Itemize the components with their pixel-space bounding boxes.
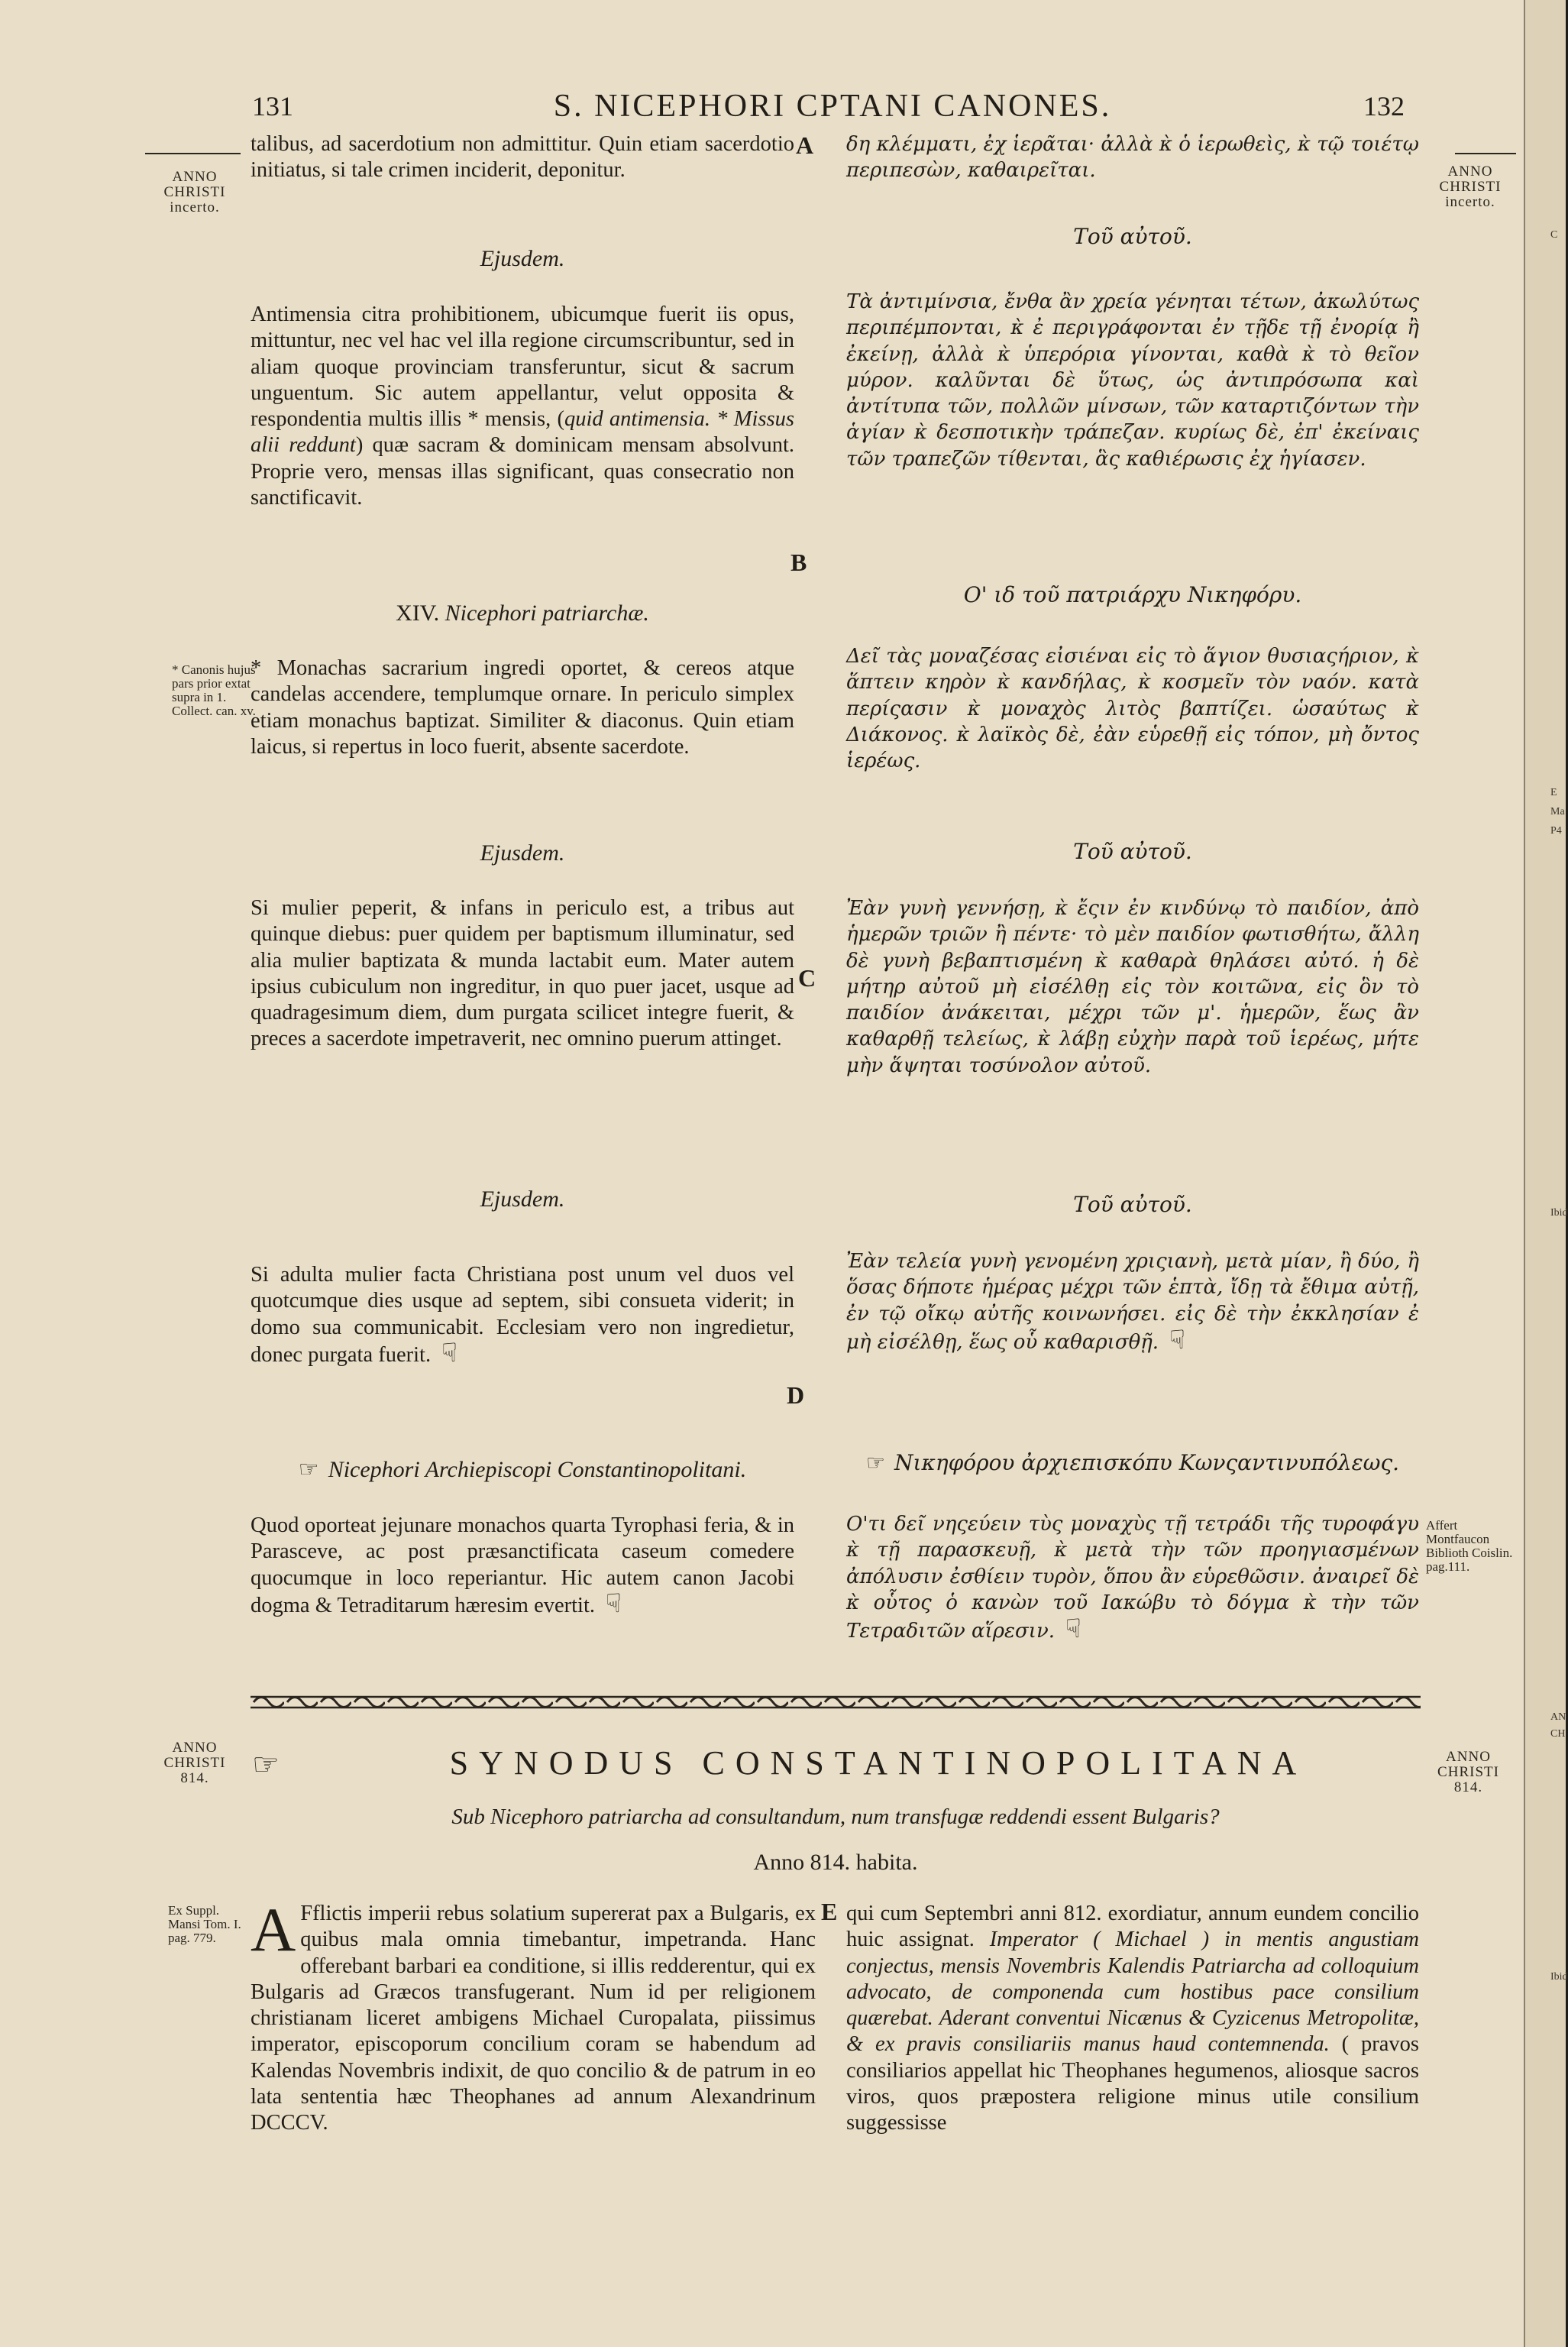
greek-gyne-gennese-paragraph: Ἐὰν γυνὴ γεννήσῃ, κ̀ ἔςιν ἐν κινδύνῳ τὸ παιδίον, ἀπὸ ἡμερῶν τριῶν ἢ πέντε· τὸ μὲν παιδίον φωτισθήτω, ἄλλη δὲ γυνὴ βεβαπτισμένη κ̀ καθαρὰ θηλάσει αὐτό. ἡ δὲ μήτηρ αὐτοῦ μὴ εἰσέλθῃ εἰς τὸν κοιτῶνα, εἰς ὃν τὸ παιδίον ἀνάκειται, μέχρι τῶν μ'. ἡμερῶν, ἕως ἂν καθαρθῇ τελείως, κ̀ λάβῃ εὐχὴν παρὰ τοῦ ἱερέως, μήτε μὴν ἅψηται τοσύνολον αὐτοῦ. [846, 897, 1419, 1077]
synod-right-column [846, 1901, 1419, 2137]
synod-right-italic: Imperator ( Michael ) in mentis angustiam conjectus, mensis Novembris Kalendis Patriarcha ad colloquium advocato, de componenda cum hostibus pace consilium quærebat. Aderant conventui Nicænus & Cyzicenus Metropolitæ, & ex pravis consiliariis manus haud contemnenda. [846, 1928, 1419, 2057]
synod-right-text-2: ( pravos consiliarios appellat hic Theophanes hegumenos, aliosque sacros viros, quos præpostera religione minus utile consilium suggessisse [846, 2032, 1419, 2135]
edge-fragment: P4 [1550, 825, 1562, 837]
latin-p4-text: Si adulta mulier facta Christiana post unum vel duos vel quotcumque dies usque ad septem, sibi consueta viderit; in domo sua communicabit. Ecclesiam vero non ingredietur, donec purgata fuerit. [251, 1263, 794, 1367]
section-letter-b: B [790, 549, 807, 576]
edge-fragment: Ibid [1550, 1971, 1568, 1983]
greek-h5-text: Νικηφόρου ἀρχιεπισκόπυ Κωνςαντινυπόλεως. [894, 1450, 1400, 1475]
edge-fragment: Ma [1550, 806, 1565, 817]
pointing-hand-icon: ☟ [606, 1589, 622, 1618]
edge-fragment: C [1550, 229, 1558, 241]
latin-mulier-peperit-paragraph: Si mulier peperit, & infans in periculo est, a tribus aut quinque diebus: puer quidem per baptismum illuminatur, sed alia mulier baptizata & munda lactabit eum. Mater autem ipsius cubiculum non ingreditur, in quo puer jacet, usque ad quadragesimum diem, dum purgata scilicet integre fuerit, & preces a sacerdote impetraverit, nec omnino puerum attinget. [251, 896, 794, 1051]
canon-author: Nicephori patriarchæ. [445, 601, 649, 626]
latin-adulta-mulier-paragraph [251, 1262, 794, 1368]
section-letter-e: E [821, 1898, 838, 1925]
page-number-right: 132 [1363, 91, 1405, 121]
greek-intro: δη κλέμματι, ἐχ ἱερᾶται· ἀλλὰ κ̀ ὁ ἱερωθεὶς, κ̀ τῷ τοιέτῳ περιπεσὼν, καθαιρεῖται. [846, 133, 1419, 183]
greek-antimensia-paragraph: Τὰ ἀντιμίνσια, ἔνθα ἂν χρεία γένηται τέτων, ἀκωλύτως περιπέμπονται, κ̀ ἐ περιγράφονται ἐν τῇδε τῇ ἐνορίᾳ ἢ ἐκείνῃ, ἀλλὰ κ̀ ὑπερόρια γίνονται, καθὰ κ̀ τὸ θεῖον μύρον. καλῦνται δὲ ὕτως, ὡς ἀντιπρόσωπα καὶ ἀντίτυπα τῶν, πολλῶν μίνσων, τῶν καταρτιζόντων τὴν ἁγίαν κ̀ δεσποτικὴν τράπεζαν. κυρίως δὲ, ἐπ' ἐκείναις τῶν τραπεζῶν τίθενται, ἃς καθιέρωσις ἐχ ἡγίασεν. [846, 290, 1419, 471]
page-number-left: 131 [252, 91, 293, 121]
latin-heading-nicephori-archiepiscopi [251, 1456, 794, 1483]
pointing-hand-icon: ☟ [1169, 1324, 1185, 1355]
canon-number: XIV. [396, 601, 440, 626]
greek-p4-text: Ἐὰν τελεία γυνὴ γενομένη χριςιανὴ, μετὰ μίαν, ἢ δύο, ἢ ὅσας δήποτε ἡμέρας μέχρι τῶν ἑπτὰ, ἴδῃ τὰ ἔθιμα αὐτῇ, ἐν τῷ οἴκῳ αὐτῆς κοινωνήσει. εἰς δὲ τὴν ἐκκλησίαν ἐ μὴ εἰσέλθῃ, ἕως οὗ καθαρισθῇ. [846, 1250, 1419, 1354]
latin-heading-ejusdem-1: Ejusdem. [480, 246, 565, 271]
synod-subtitle: Sub Nicephoro patriarcha ad consultandum, num transfugæ reddendi essent Bulgaris? [451, 1805, 1220, 1829]
latin-p5-text: Quod oporteat jejunare monachos quarta Tyrophasi feria, & in Parasceve, ac post præsanctificata caseum comedere quocumque in loco reperiantur. Hic autem canon Jacobi dogma & Tetraditarum hæresim evertit. [251, 1513, 794, 1617]
anno-christi-right-top: ANNO CHRISTI incerto. [1439, 163, 1502, 210]
canon-margin-note: * Canonis hujus pars prior extat supra in 1. Collect. can. xv. [172, 662, 256, 718]
ornamental-divider [251, 1691, 1421, 1714]
anno-christi-right-synod: ANNO CHRISTI 814. [1437, 1749, 1499, 1795]
synod-year: Anno 814. habita. [753, 1850, 918, 1875]
anno-christi-left-top: ANNO CHRISTI incerto. [163, 169, 226, 215]
latin-antimensia-paragraph [251, 302, 794, 511]
running-title: S. NICEPHORI CPTANI CANONES. [553, 89, 1112, 124]
synod-right-text-1: qui cum Septembri anni 812. exordiatur, annum eundem concilio huic assignat. [846, 1902, 1419, 1952]
ex-suppl-margin-note: Ex Suppl. Mansi Tom. I. pag. 779. [168, 1903, 241, 1945]
latin-heading-ejusdem-2: Ejusdem. [480, 840, 565, 866]
section-letter-a: A [796, 131, 814, 159]
latin-p1-end: ) quæ sacram & dominicam mensam absolvunt. Proprie vero, mensas illas significant, quas consecratio non sanctificavit. [251, 433, 794, 510]
montfaucon-margin-note: Affert Montfaucon Biblioth Coislin. pag.111. [1426, 1518, 1513, 1574]
anno-christi-left-synod: ANNO CHRISTI 814. [163, 1740, 226, 1786]
right-margin-rule [1455, 153, 1516, 154]
pointing-hand-icon: ☟ [441, 1339, 457, 1368]
section-letter-d: D [787, 1381, 805, 1409]
facing-page-edge [1524, 0, 1566, 2347]
greek-heading-tou-autou-1: Τοῦ αὐτοῦ. [1073, 224, 1192, 249]
greek-heading-archiepiskopou [846, 1450, 1419, 1475]
manicule-icon: ☞ [298, 1457, 319, 1482]
drop-cap: A [251, 1895, 296, 1964]
edge-fragment: CH [1550, 1728, 1566, 1740]
greek-teleia-gyne-paragraph [846, 1248, 1419, 1355]
manicule-icon: ☞ [865, 1450, 886, 1475]
edge-fragment: AN [1550, 1711, 1566, 1723]
latin-h5-text: Nicephori Archiepiscopi Constantinopolitani. [328, 1457, 747, 1482]
latin-heading-xiv [251, 601, 794, 626]
synod-left-column [251, 1895, 816, 2137]
left-margin-rule [145, 153, 241, 154]
greek-heading-tou-autou-2: Τοῦ αὐτοῦ. [1073, 839, 1192, 864]
greek-p5-text: Ο'τι δεῖ νηςεύειν τὺς μοναχὺς τῇ τετράδι τῆς τυροφάγυ κ̀ τῇ παρασκευῇ, κ̀ μετὰ τὴν τῶν προηγιασμένων ἀπόλυσιν ἐσθίειν τυρὸν, ὅπου ἂν εὑρεθῶσιν. ἀναιρεῖ δὲ κ̀ οὗτος ὁ κανὼν τοῦ Ιακώβυ τὸ δόγμα κ̀ τὴν τῶν Τετραδιτῶν αἵρεσιν. [846, 1513, 1419, 1643]
edge-fragment: E [1550, 787, 1557, 798]
synod-left-text: Fflictis imperii rebus solatium supererat pax a Bulgaris, ex quibus mala omnia timebantur, impetranda. Hanc offerebant barbari ea conditione, si illis redderentur, qui ex Bulgaris ad Græcos transfugerant. Num id per religionem christianam liceret ambigens Michael Curopalata, piissimus imperator, episcoporum concilium coram se habendum ad Kalendas Novembris indixit, de quo concilio & de patrum in eo lata sententia hæc Theophanes ad annum Alexandrinum DCCCV. [251, 1902, 816, 2135]
latin-intro: talibus, ad sacerdotium non admittitur. Quin etiam sacerdotio initiatus, si tale crimen inciderit, deponitur. [251, 132, 794, 183]
greek-nesteuein-paragraph [846, 1511, 1419, 1644]
latin-monachas-paragraph: * Monachas sacrarium ingredi oportet, & cereos atque candelas accendere, templumque ornare. In periculo simplex etiam monachus baptizat. Similiter & diaconus. Quin etiam laicus, si repertus in loco fuerit, absente sacerdote. [251, 656, 794, 759]
latin-heading-ejusdem-3: Ejusdem. [480, 1186, 565, 1212]
pointing-hand-icon: ☟ [1065, 1614, 1081, 1645]
greek-heading-tou-autou-3: Τοῦ αὐτοῦ. [1073, 1192, 1192, 1217]
synod-title: SYNODUS CONSTANTINOPOLITANA [449, 1744, 1308, 1782]
manicule-icon: ☞ [252, 1747, 280, 1782]
edge-fragment: Ibid [1550, 1207, 1568, 1219]
greek-monazousas-paragraph: Δεῖ τὰς μοναζέσας εἰσιέναι εἰς τὸ ἅγιον θυσιαςήριον, κ̀ ἅπτειν κηρὸν κ̀ κανδήλας, κ̀ κοσμεῖν τὸν ναόν. κατὰ περίςασιν κ̀ μοναχὸς λιτὸς βαπτίζει. ὡσαύτως κ̀ Διάκονος. κ̀ λαϊκὸς δὲ, ἐὰν εὑρεθῇ εἰς τόπον, μὴ ὄντος ἱερέως. [846, 645, 1419, 773]
section-letter-c: C [798, 964, 816, 992]
greek-heading-nikephorou: Ο' ιδ τοῦ πατριάρχυ Νικηφόρυ. [963, 582, 1302, 607]
latin-jejunare-paragraph [251, 1513, 794, 1619]
latin-p1-italic: quid antimensia. * Missus alii reddunt [251, 407, 794, 458]
latin-p1-text: Antimensia citra prohibitionem, ubicumque fuerit iis opus, mittuntur, nec vel hac vel illa regione circumscribuntur, sed in aliam quoque provinciam transferuntur, sicut & sacrum unguentum. Sic autem appellantur, velut opposita & respondentia multis illis * mensis, ( [251, 303, 794, 432]
